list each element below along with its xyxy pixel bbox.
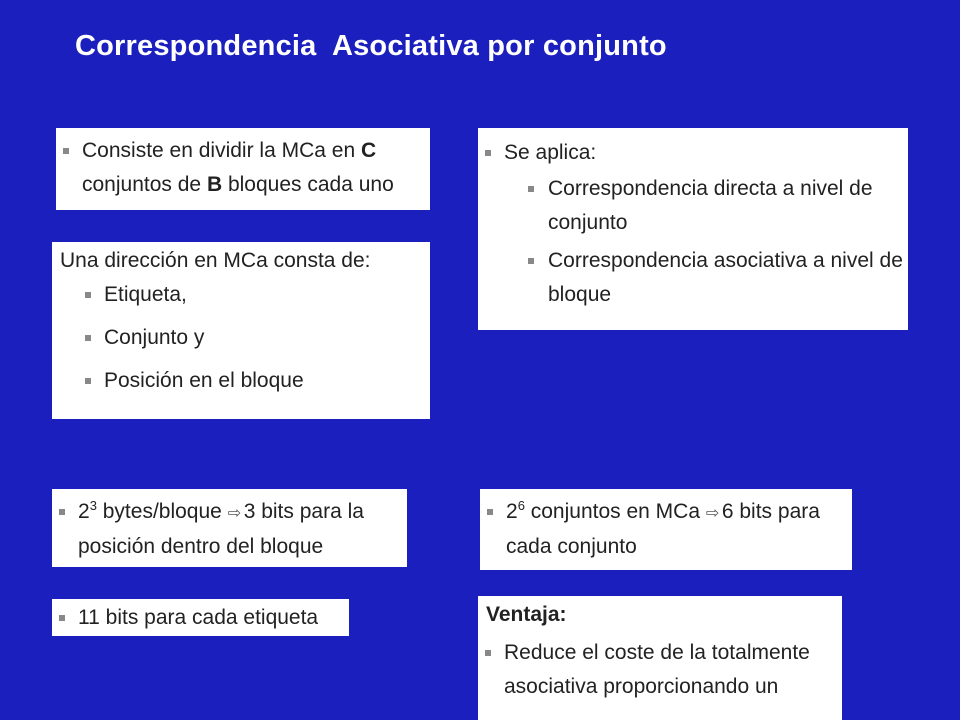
address-heading: Una dirección en MCa consta de: [60,249,371,272]
tag-bits-box [52,599,349,636]
list-item [478,136,908,170]
bullet-icon [59,615,65,621]
application-item: Correspondencia asociativa a nivel de bloque [548,249,903,306]
power-base: 2 [506,500,518,523]
bullet-icon [63,148,69,154]
bullet-icon [485,650,491,656]
advantage-heading: Ventaja: [486,603,567,626]
sets-box [480,489,852,570]
address-box [52,242,430,419]
list-item [478,172,908,240]
bits-text: 6 bits para cada conjunto [506,500,820,558]
bullet-icon [528,258,534,264]
bytes-per-block-box [52,489,407,567]
bullet-icon [59,509,65,515]
definition-text-mid: conjuntos de [82,173,207,196]
address-item: Conjunto y [104,326,205,349]
definition-bold-b: B [206,173,223,196]
bytes-text: bytes/bloque [96,500,228,523]
bullet-icon [85,335,91,341]
list-item [52,495,407,564]
definition-bold-c: C [360,139,377,162]
list-item [52,321,430,355]
definition-text-post: bloques cada uno [222,173,394,196]
address-item: Posición en el bloque [104,369,304,392]
list-item [480,495,852,564]
list-item [52,364,430,398]
application-heading: Se aplica: [504,141,597,164]
address-item: Etiqueta, [104,283,187,306]
application-box [478,128,908,330]
slide-title: Correspondencia Asociativa por conjunto [75,30,667,62]
list-item [478,636,842,704]
bits-text: 3 bits para la posición dentro del bloque [78,500,364,558]
advantage-box [478,596,842,720]
bullet-icon [85,378,91,384]
sets-text: conjuntos en MCa [524,500,706,523]
arrow-right-icon: ⇨ [227,503,242,522]
tag-bits-text: 11 bits para cada etiqueta [78,606,319,629]
bullet-icon [85,292,91,298]
power-exponent: 3 [89,498,97,513]
bullet-icon [485,150,491,156]
power-exponent: 6 [517,498,525,513]
list-item [52,601,349,635]
list-item [52,278,430,312]
definition-text-pre: Consiste en dividir la MCa en [82,139,361,162]
arrow-right-icon: ⇨ [705,503,720,522]
definition-box [56,128,430,210]
advantage-item: Reduce el coste de la totalmente asociativa proporcionando un [504,641,810,698]
list-item [478,244,908,312]
bullet-icon [528,186,534,192]
power-base: 2 [78,500,90,523]
list-item [56,134,430,202]
application-item: Correspondencia directa a nivel de conjunto [548,177,873,234]
bullet-icon [487,509,493,515]
